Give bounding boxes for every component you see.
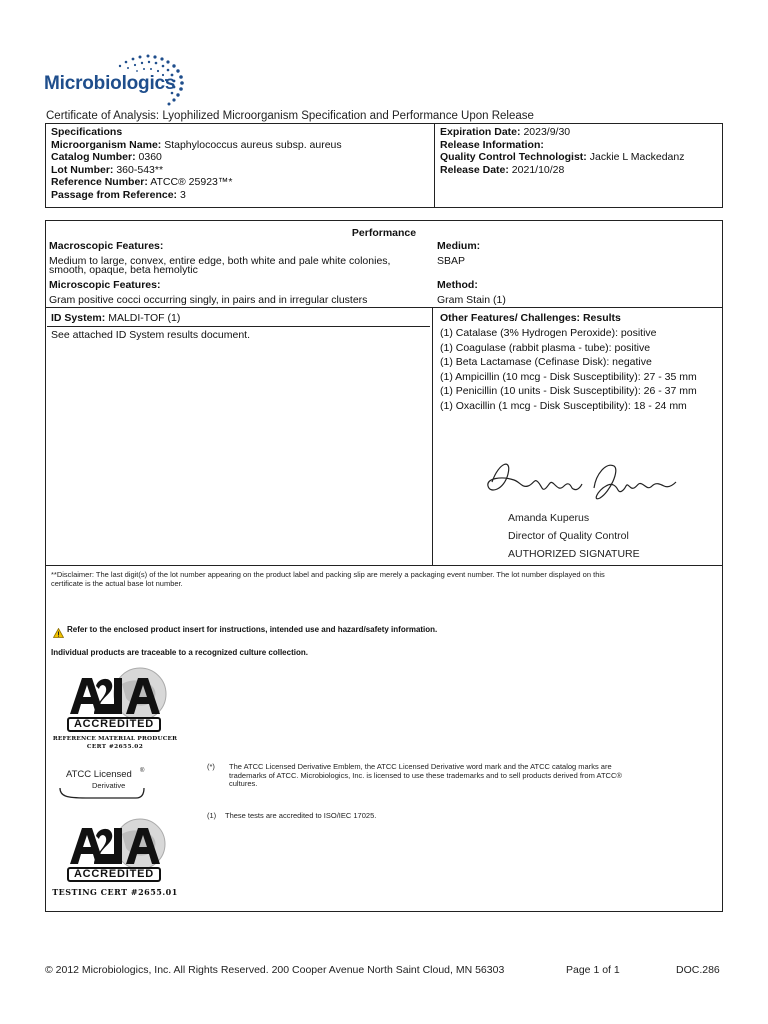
atcc-line-1: ATCC Licensed: [66, 769, 132, 780]
certificate-title: Certificate of Analysis: Lyophilized Microorganism Specification and Performance Upon Release: [46, 110, 534, 122]
atcc-line-2: Derivative: [92, 781, 126, 790]
accredited-testing-cert: TESTING CERT #2655.01: [52, 887, 178, 897]
other-feature-item: (1) Beta Lactamase (Cefinase Disk): negative: [440, 356, 652, 368]
microscopic-label: Microscopic Features:: [49, 279, 161, 291]
spec-passage: Passage from Reference: 3: [51, 188, 186, 201]
other-features-label: Other Features/ Challenges: Results: [440, 312, 621, 324]
footer-page-number: Page 1 of 1: [566, 964, 620, 976]
spec-release-information: Release Information:: [440, 138, 544, 151]
spec-qc-technologist: Quality Control Technologist: Jackie L Mackedanz: [440, 151, 685, 163]
other-feature-item: (1) Ampicillin (10 mcg - Disk Susceptibility): 27 - 35 mm: [440, 371, 697, 383]
handwritten-signature: [484, 452, 684, 512]
signature-caption: AUTHORIZED SIGNATURE: [508, 548, 640, 560]
spec-lot-number: Lot Number: 360-543**: [51, 163, 164, 176]
microscopic-text: Gram positive cocci occurring singly, in pairs and in irregular clusters: [49, 294, 368, 306]
logo-wordmark: Microbiologics: [44, 73, 176, 94]
iso-note-marker: (1): [207, 811, 217, 820]
atcc-licensed-derivative-logo: [56, 766, 148, 800]
spec-reference-number: Reference Number: ATCC® 25923™*: [51, 176, 233, 188]
performance-title: Performance: [351, 227, 417, 239]
medium-value: SBAP: [437, 255, 466, 267]
method-label: Method:: [437, 279, 478, 291]
id-system-header: ID System: MALDI-TOF (1): [51, 312, 181, 324]
atcc-note-marker: (*): [207, 762, 215, 771]
grid-line-top: [45, 307, 723, 308]
traceable-text: Individual products are traceable to a recognized culture collection.: [51, 648, 308, 657]
medium-label: Medium:: [437, 240, 481, 252]
signatory-title: Director of Quality Control: [508, 530, 629, 542]
footer-doc-number: DOC.286: [676, 964, 720, 976]
footer-copyright: © 2012 Microbiologics, Inc. All Rights Reserved. 200 Cooper Avenue North Saint Cloud, MN 56303: [45, 964, 505, 976]
macroscopic-text-2: smooth, opaque, beta hemolytic: [49, 264, 198, 276]
specifications-divider: [434, 123, 435, 208]
registered-mark-icon: ®: [140, 768, 145, 774]
other-feature-item: (1) Oxacillin (1 mcg - Disk Susceptibility): 18 - 24 mm: [440, 400, 687, 412]
macroscopic-label: Macroscopic Features:: [49, 240, 164, 252]
warning-icon: [53, 625, 64, 643]
macroscopic-text-1: Medium to large, convex, entire edge, both white and pale white colonies,: [49, 255, 391, 267]
accredited-reference-subtitle: REFERENCE MATERIAL PRODUCER: [52, 736, 178, 742]
accredited-reference-cert: CERT #2655.02: [86, 744, 144, 750]
signatory-name: Amanda Kuperus: [508, 512, 590, 524]
id-system-underline: [47, 326, 430, 327]
spec-expiration-date: Expiration Date: 2023/9/30: [440, 126, 571, 138]
spec-release-date: Release Date: 2021/10/28: [440, 163, 565, 176]
accredited-badge-testing: ACCREDITED: [67, 867, 161, 882]
grid-line-center: [432, 307, 433, 565]
warning-text: Refer to the enclosed product insert for instructions, intended use and hazard/safety information.: [67, 625, 438, 634]
other-feature-item: (1) Penicillin (10 units - Disk Susceptibility): 26 - 37 mm: [440, 385, 697, 397]
iso-note: These tests are accredited to ISO/IEC 17025.: [225, 811, 377, 820]
other-feature-item: (1) Catalase (3% Hydrogen Peroxide): positive: [440, 327, 657, 339]
accredited-badge-reference: ACCREDITED: [67, 717, 161, 732]
other-feature-item: (1) Coagulase (rabbit plasma - tube): positive: [440, 342, 651, 354]
grid-line-bottom: [45, 565, 723, 566]
disclaimer: **Disclaimer: The last digit(s) of the lot number appearing on the product label and packing slip are merely a packaging event number. The lot number displayed on this certificate is the actual base lot number.: [51, 570, 605, 588]
atcc-note: The ATCC Licensed Derivative Emblem, the ATCC Licensed Derivative word mark and the ATCC catalog marks are trademarks of ATCC. Microbiologics, Inc. is licensed to use these trademarks and to sell products derived from ATCC® cultures.: [229, 762, 622, 788]
method-value: Gram Stain (1): [437, 294, 506, 306]
specifications-heading: Specifications: [51, 126, 123, 138]
id-system-note: See attached ID System results document.: [51, 329, 251, 341]
spec-catalog-number: Catalog Number: 0360: [51, 151, 162, 163]
spec-microorganism: Microorganism Name: Staphylococcus aureus subsp. aureus: [51, 138, 342, 151]
